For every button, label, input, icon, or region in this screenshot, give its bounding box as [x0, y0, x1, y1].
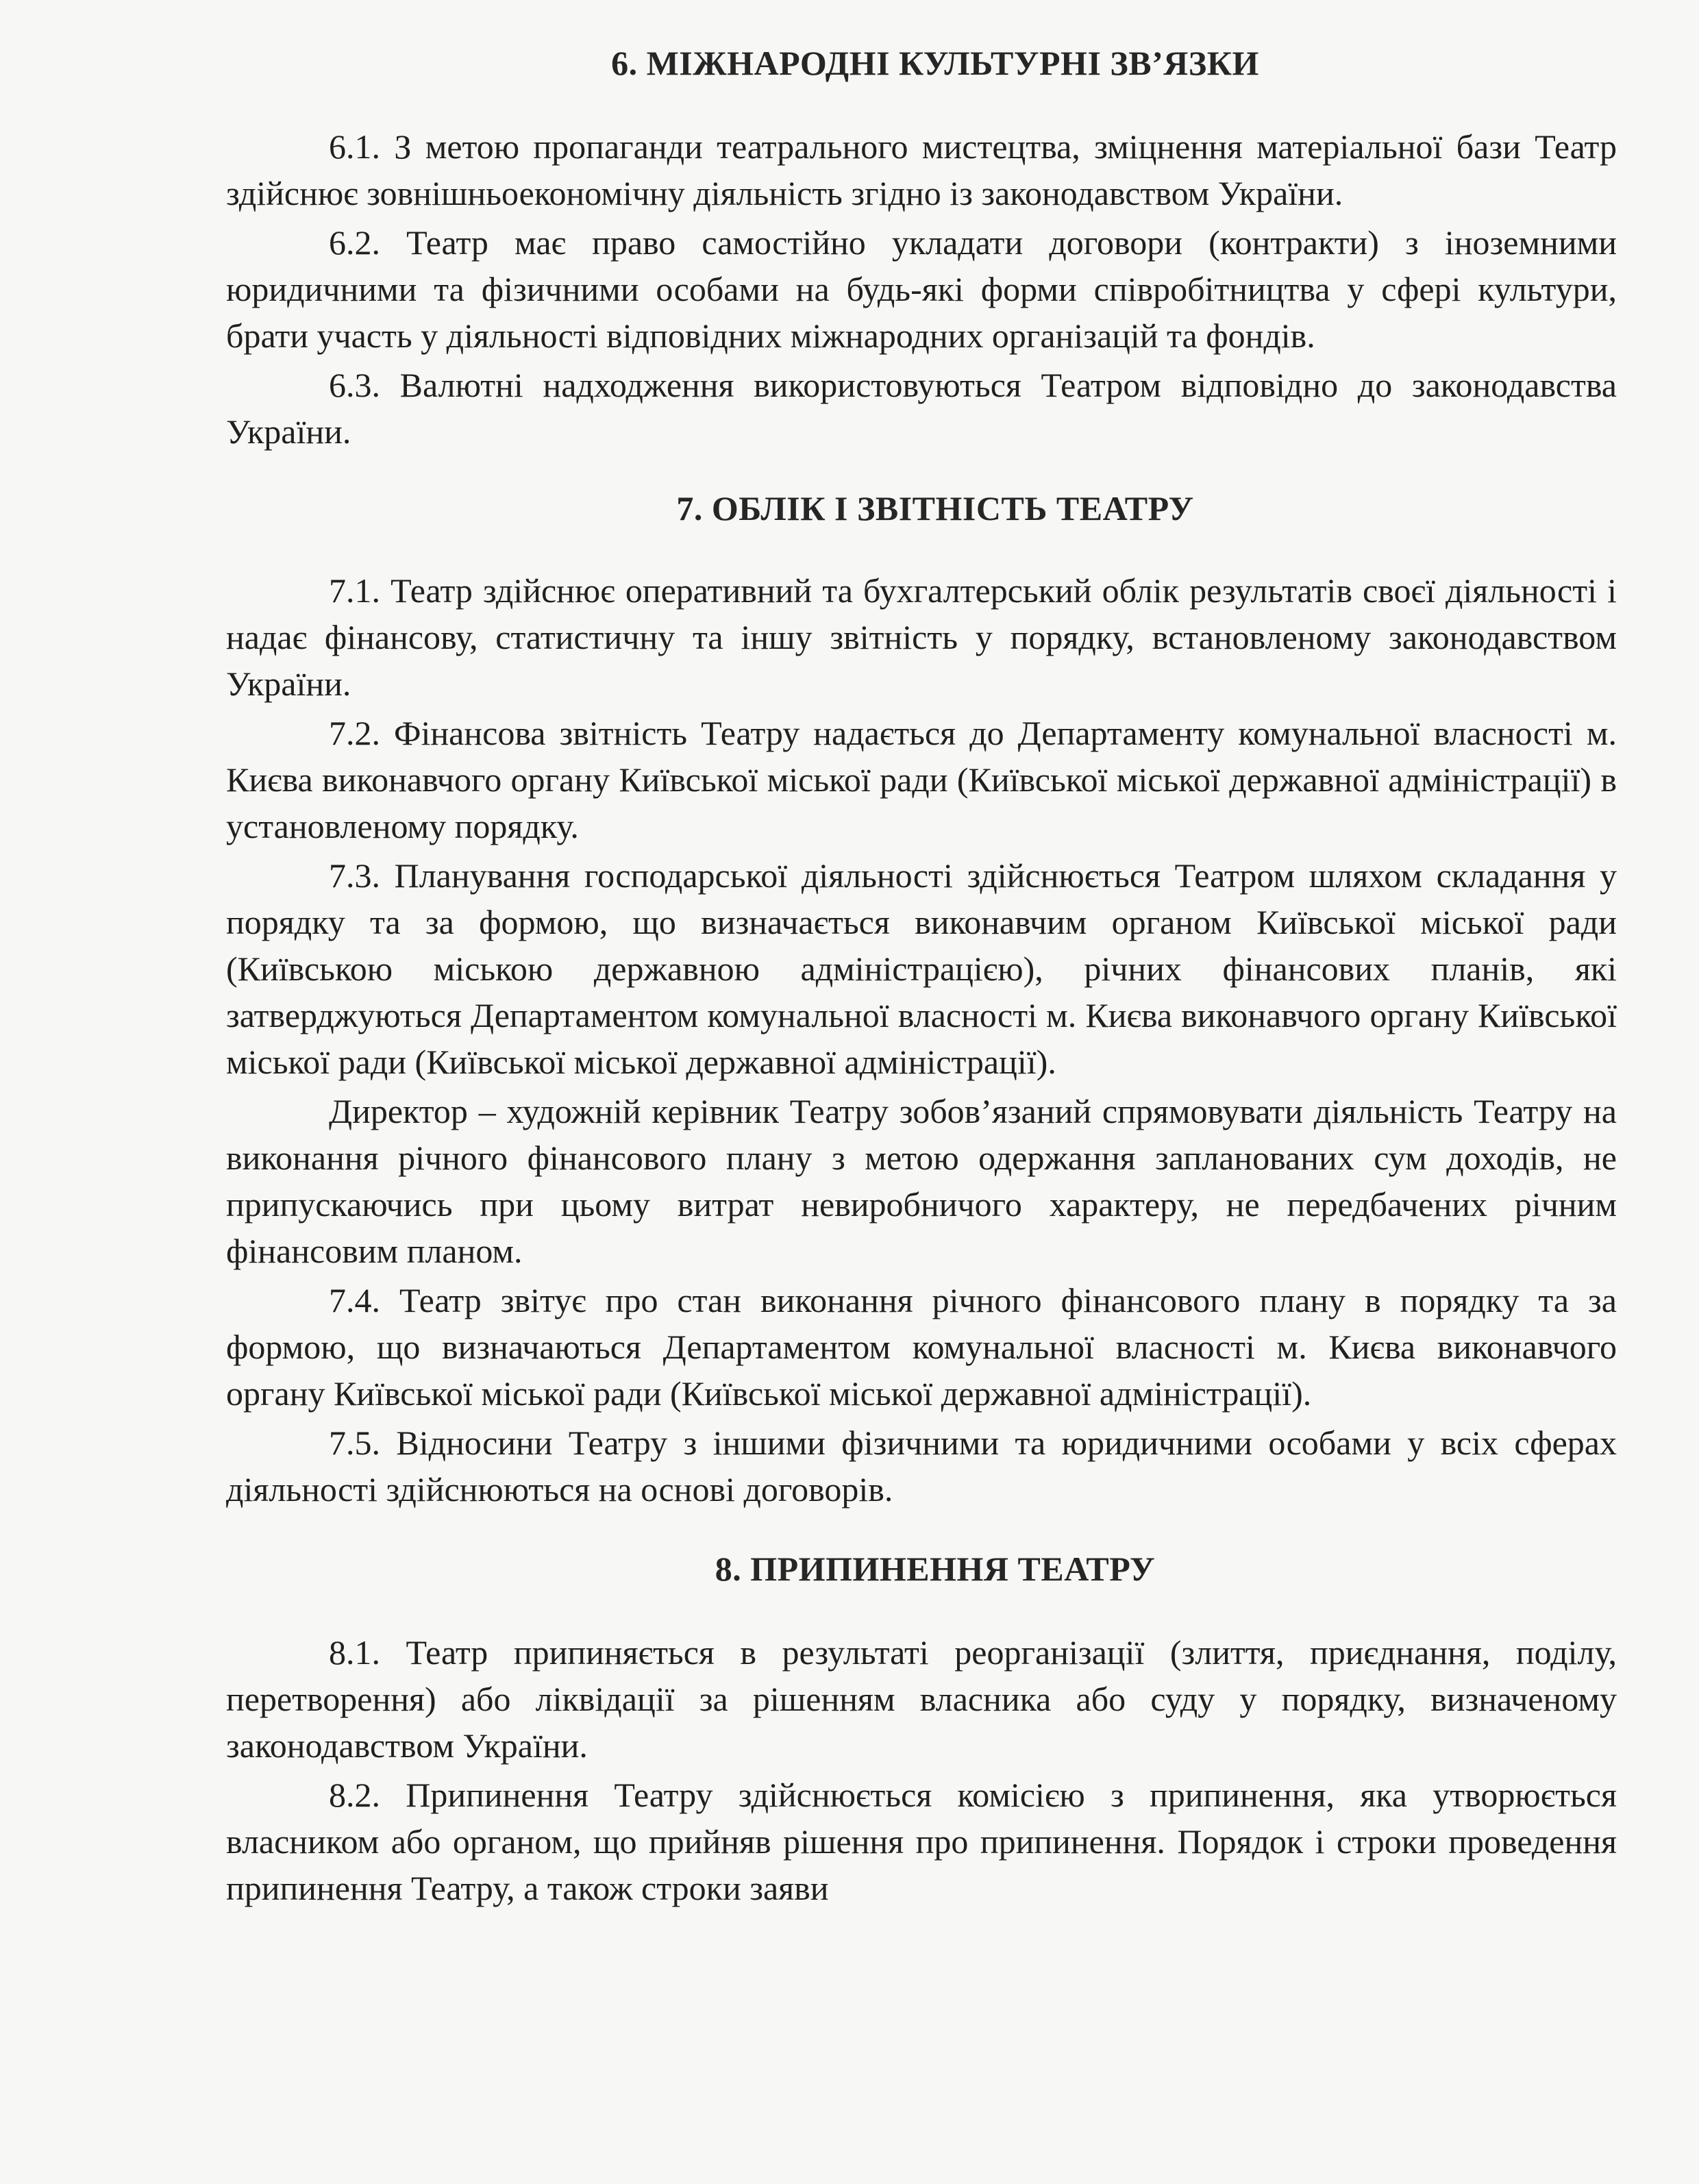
paragraph-6-2: 6.2. Театр має право самостійно укладати договори (контракти) з іноземними юридичними та фізичними особами на будь-які форми співробітництва у сфері культури, брати участь у діяльності відповідних міжнародних організацій та фондів.: [226, 223, 1617, 355]
paragraph-7-1: 7.1. Театр здійснює оперативний та бухгалтерський облік результатів своєї діяльності і надає фінансову, статистичну та іншу звітність у порядку, встановленому законодавством України.: [226, 571, 1617, 703]
paragraph-director: Директор – художній керівник Театру зобов’язаний спрямовувати діяльність Театру на виконання річного фінансового плану з метою одержання запланованих сум доходів, не припускаючись при цьому витрат невиробничого характеру, не передбачених річним фінансовим планом.: [226, 1092, 1617, 1270]
section-6-heading: 6. МІЖНАРОДНІ КУЛЬТУРНІ ЗВ’ЯЗКИ: [611, 44, 1259, 82]
section-8-heading: 8. ПРИПИНЕННЯ ТЕАТРУ: [715, 1550, 1156, 1588]
paragraph-8-2: 8.2. Припинення Театру здійснюється комісією з припинення, яка утворюється власником або органом, що прийняв рішення про припинення. Порядок і строки проведення припинення Театру, а також строки заяви: [226, 1776, 1617, 1907]
paragraph-7-5: 7.5. Відносини Театру з іншими фізичними та юридичними особами у всіх сферах діяльності здійснюються на основі договорів.: [226, 1424, 1617, 1509]
document-page: [226, 41, 1617, 1911]
section-7-heading: 7. ОБЛІК І ЗВІТНІСТЬ ТЕАТРУ: [676, 489, 1194, 528]
paragraph-6-3: 6.3. Валютні надходження використовуються Театром відповідно до законодавства України.: [226, 366, 1617, 451]
paragraph-8-1: 8.1. Театр припиняється в результаті реорганізації (злиття, приєднання, поділу, перетворення) або ліквідації за рішенням власника або суду у порядку, визначеному законодавством України.: [226, 1633, 1617, 1765]
paragraph-7-2: 7.2. Фінансова звітність Театру надається до Департаменту комунальної власності м. Києва виконавчого органу Київської міської ради (Київської міської державної адміністрації) в установленому порядку.: [226, 714, 1617, 845]
paragraph-7-4: 7.4. Театр звітує про стан виконання річного фінансового плану в порядку та за формою, що визначаються Департаментом комунальної власності м. Києва виконавчого органу Київської міської ради (Київської міської державної адміністрації).: [226, 1281, 1617, 1413]
paragraph-6-1: 6.1. З метою пропаганди театрального мистецтва, зміцнення матеріальної бази Театр здійснює зовнішньоекономічну діяльність згідно із законодавством України.: [226, 127, 1617, 212]
paragraph-7-3: 7.3. Планування господарської діяльності здійснюється Театром шляхом складання у порядку та за формою, що визначається виконавчим органом Київської міської ради (Київською міською державною адміністрацією), річних фінансових планів, які затверджуються Департаментом комунальної власності м. Києва виконавчого органу Київської міської ради (Київської міської державної адміністрації).: [226, 856, 1617, 1081]
